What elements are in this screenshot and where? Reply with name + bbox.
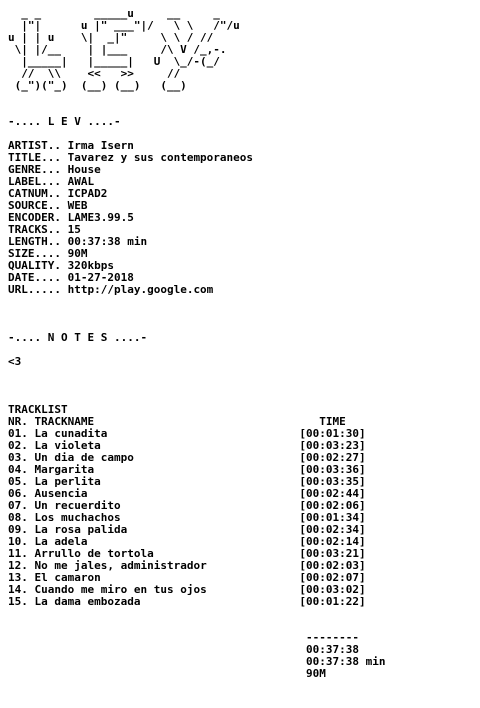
tracklist-heading: TRACKLIST (8, 403, 68, 416)
nfo-document (8, 8, 386, 680)
track-number: 14. (8, 583, 28, 596)
track-number: 02. (8, 439, 28, 452)
track-time: [00:02:06] (299, 499, 366, 512)
logo-art-line: |_____| |_____| U \_/-(_/ (8, 55, 220, 68)
logo-art-line: (_")("_) (__) (__) (__) (8, 79, 187, 92)
info-key: TITLE... (8, 151, 61, 164)
track-time: [00:01:22] (299, 595, 366, 608)
info-value: AWAL (67, 175, 95, 188)
footer-total-time: 00:37:38 (306, 643, 359, 656)
notes-text: <3 (8, 355, 22, 368)
info-key: LABEL... (8, 175, 61, 188)
track-name: Los muchachos (34, 511, 300, 524)
track-name: Arrullo de tortola (34, 547, 300, 560)
track-name: La dama embozada (34, 595, 300, 608)
info-value: House (67, 163, 101, 176)
logo-art-line: u | | u \| _|" \ \ / // (8, 31, 214, 44)
info-key: URL..... (8, 283, 61, 296)
info-key: SIZE.... (8, 247, 61, 260)
info-value: Irma Isern (67, 139, 134, 152)
info-value: ICPAD2 (67, 187, 108, 200)
info-key: SOURCE.. (8, 199, 61, 212)
track-name: Un dia de campo (34, 451, 300, 464)
section-title: -.... L E V ....- (8, 115, 121, 128)
track-name: El camaron (34, 571, 300, 584)
track-name: La perlita (34, 475, 300, 488)
track-number: 06. (8, 487, 28, 500)
track-name: La cunadita (34, 427, 300, 440)
info-key: ENCODER. (8, 211, 61, 224)
track-number: 04. (8, 463, 28, 476)
track-number: 10. (8, 535, 28, 548)
info-value: http://play.google.com (67, 283, 214, 296)
track-number: 13. (8, 571, 28, 584)
info-key: TRACKS.. (8, 223, 61, 236)
track-time: [00:01:34] (299, 511, 366, 524)
column-nr-header: NR. (8, 415, 28, 428)
info-key: QUALITY. (8, 259, 61, 272)
track-name: La rosa palida (34, 523, 300, 536)
info-key: ARTIST.. (8, 139, 61, 152)
track-number: 15. (8, 595, 28, 608)
track-name: Cuando me miro en tus ojos (34, 583, 300, 596)
track-name: Ausencia (34, 487, 300, 500)
logo-art-line: |"| u |" ___"|/ \ \ /"/u (8, 19, 240, 32)
logo-art-line: _ _ _____u __ _ (8, 7, 220, 20)
info-key: GENRE... (8, 163, 61, 176)
track-time: [00:02:14] (299, 535, 366, 548)
info-key: DATE.... (8, 271, 61, 284)
info-value: 00:37:38 min (67, 235, 148, 248)
track-number: 01. (8, 427, 28, 440)
track-time: [00:03:02] (299, 583, 366, 596)
track-time: [00:03:21] (299, 547, 366, 560)
info-key: CATNUM.. (8, 187, 61, 200)
info-value: LAME3.99.5 (67, 211, 134, 224)
footer-total-size: 90M (306, 667, 326, 680)
track-time: [00:02:07] (299, 571, 366, 584)
track-number: 03. (8, 451, 28, 464)
logo-art-line: // \\ << >> // (8, 67, 181, 80)
track-name: Margarita (34, 463, 300, 476)
track-name: La adela (34, 535, 300, 548)
footer-separator: -------- (306, 631, 359, 644)
track-number: 11. (8, 547, 28, 560)
track-number: 09. (8, 523, 28, 536)
info-value: Tavarez y sus contemporaneos (67, 151, 254, 164)
footer-total-length: 00:37:38 min (306, 655, 386, 668)
logo-art-line: \| |/__ | |___ /\ V /_,-. (8, 43, 227, 56)
track-number: 12. (8, 559, 28, 572)
track-number: 07. (8, 499, 28, 512)
track-name: No me jales, administrador (34, 559, 300, 572)
track-time: [00:01:30] (299, 427, 366, 440)
info-value: 15 (67, 223, 81, 236)
track-number: 05. (8, 475, 28, 488)
track-time: [00:02:27] (299, 451, 366, 464)
info-value: 320kbps (67, 259, 114, 272)
track-time: [00:02:03] (299, 559, 366, 572)
notes-title: -.... N O T E S ....- (8, 331, 148, 344)
column-trackname-header: TRACKNAME (34, 415, 320, 428)
column-time-header: TIME (319, 415, 346, 428)
track-number: 08. (8, 511, 28, 524)
track-name: Un recuerdito (34, 499, 300, 512)
track-name: La violeta (34, 439, 300, 452)
track-time: [00:03:36] (299, 463, 366, 476)
info-value: WEB (67, 199, 88, 212)
track-time: [00:02:44] (299, 487, 366, 500)
track-time: [00:03:23] (299, 439, 366, 452)
track-time: [00:03:35] (299, 475, 366, 488)
info-value: 01-27-2018 (67, 271, 134, 284)
info-key: LENGTH.. (8, 235, 61, 248)
track-time: [00:02:34] (299, 523, 366, 536)
info-value: 90M (67, 247, 88, 260)
